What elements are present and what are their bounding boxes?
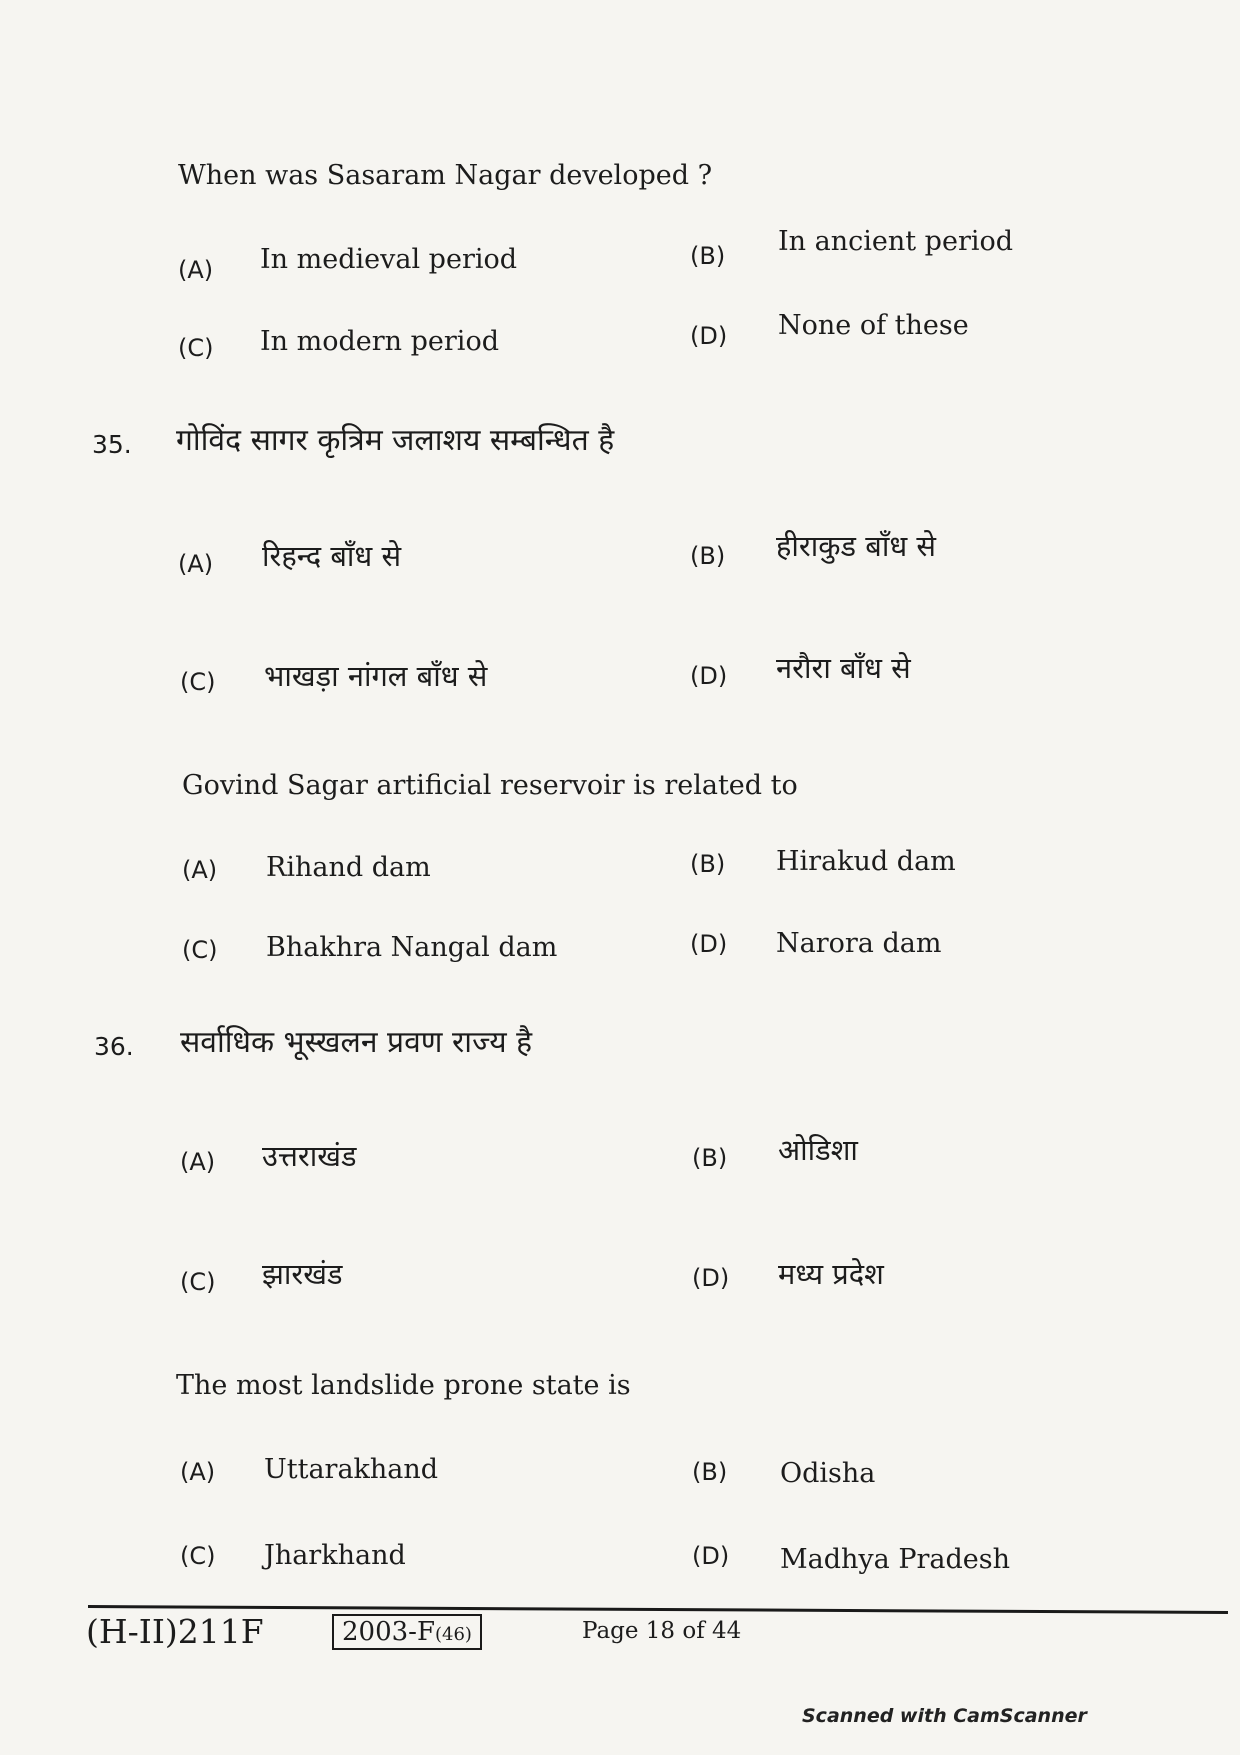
option-label: (D) xyxy=(690,662,728,690)
option-label: (B) xyxy=(692,1144,728,1172)
option-label: (B) xyxy=(690,242,726,270)
question-text: सर्वाधिक भूस्खलन प्रवण राज्य है xyxy=(180,1025,533,1060)
option-text: Uttarakhand xyxy=(264,1454,439,1485)
set-code: 2003-F xyxy=(342,1617,435,1647)
option-text: हीराकुड बाँध से xyxy=(776,529,937,563)
option-label: (D) xyxy=(692,1542,730,1570)
option-text: Madhya Pradesh xyxy=(780,1544,1011,1575)
question-number: 36. xyxy=(94,1032,134,1061)
option-label: (D) xyxy=(690,930,728,958)
option-label: (D) xyxy=(690,322,728,350)
option-text: रिहन्द बाँध से xyxy=(262,539,402,573)
paper-code: (H-II)211F xyxy=(86,1612,264,1651)
option-label: (D) xyxy=(692,1264,730,1292)
option-text: Rihand dam xyxy=(266,852,431,883)
option-text: Odisha xyxy=(780,1458,876,1489)
option-text: झारखंड xyxy=(262,1257,343,1291)
page-number: Page 18 of 44 xyxy=(582,1618,742,1644)
option-text: उत्तराखंड xyxy=(262,1139,357,1173)
option-text: In ancient period xyxy=(778,226,1014,257)
option-text: In modern period xyxy=(260,326,499,357)
option-label: (C) xyxy=(180,1268,216,1296)
set-code-box xyxy=(332,1614,482,1650)
question-text: Govind Sagar artificial reservoir is related to xyxy=(182,770,798,801)
option-text: In medieval period xyxy=(260,244,518,275)
camscanner-watermark: Scanned with CamScanner xyxy=(802,1705,1087,1727)
option-label: (A) xyxy=(182,856,218,884)
set-code-sub: (46) xyxy=(435,1624,472,1645)
question-text: When was Sasaram Nagar developed ? xyxy=(178,160,713,191)
option-label: (A) xyxy=(180,1148,216,1176)
option-text: Hirakud dam xyxy=(776,846,956,877)
option-text: ओडिशा xyxy=(778,1133,858,1167)
option-text: Narora dam xyxy=(776,928,942,959)
option-text: नरौरा बाँध से xyxy=(776,651,911,685)
question-text: The most landslide prone state is xyxy=(176,1370,631,1401)
option-label: (B) xyxy=(692,1458,728,1486)
option-label: (B) xyxy=(690,850,726,878)
option-label: (A) xyxy=(180,1458,216,1486)
question-number: 35. xyxy=(92,430,132,459)
option-text: Bhakhra Nangal dam xyxy=(266,932,558,963)
option-text: भाखड़ा नांगल बाँध से xyxy=(264,659,488,693)
option-label: (C) xyxy=(178,334,214,362)
option-label: (C) xyxy=(182,936,218,964)
option-label: (B) xyxy=(690,542,726,570)
option-label: (C) xyxy=(180,668,216,696)
question-text: गोविंद सागर कृत्रिम जलाशय सम्बन्धित है xyxy=(176,423,615,458)
option-label: (A) xyxy=(178,256,214,284)
option-text: None of these xyxy=(778,310,969,341)
option-text: Jharkhand xyxy=(264,1540,406,1571)
option-label: (C) xyxy=(180,1542,216,1570)
option-text: मध्य प्रदेश xyxy=(778,1257,884,1291)
option-label: (A) xyxy=(178,550,214,578)
